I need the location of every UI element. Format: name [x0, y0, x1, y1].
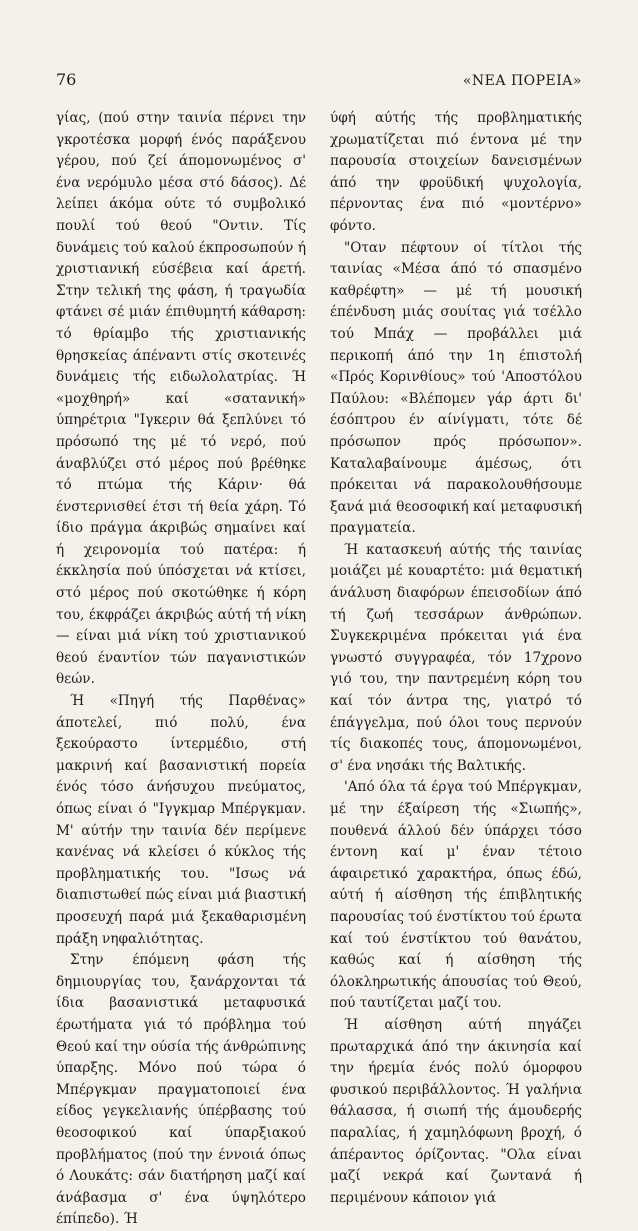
right-column: [330, 108, 582, 1209]
paragraph: 'Από όλα τά έργα τού Μπέργκμαν, μέ την έξαίρεση τής «Σιωπής», πουθενά άλλού δέν ύπάρχει τόσο έντονη καί μ' έναν τέτοιο άφαιρετικό χαρακτήρα, όπως έδώ, αύτή ή αίσθηση τής έπιβλητικής παρουσίας τού ένστίκτου τού έρωτα καί τού ένστίκτου τού θανάτου, καθώς καί ή αίσθηση τής όλοκληρωτικής άπουσίας τού Θεού, πού ταυτίζεται μαζί του.: [330, 779, 582, 1012]
left-column: [56, 108, 306, 1231]
paragraph: γίας, (πού στην ταινία πέρνει την γκροτέσκα μορφή ένός παράξενου γέρου, πού ζεί άπομονωμένος σ' ένα νερόμυλο μέσα στό δάσος). Δέ λείπει άκόμα ούτε τό συμβολικό πουλί τού θεού "Οντιν. Τίς δυνάμεις τού καλού έκπροσωπούν ή χριστιανική εύσέβεια καί άρετή. Στην τελική της φάση, ή τραγωδία φτάνει σέ μιάν έπιθυμητή κάθαρση: τό θρίαμβο τής χριστιανικής θρησκείας άπέναντι στίς σκοτεινές δυνάμεις τής ειδωλολατρίας. Ή «μοχθηρή» καί «σατανική» ύπηρέτρια "Ιγκεριν θά ξεπλύνει τό πρόσωπό της μέ τό νερό, πού άναβλύζει στό μέρος πού βρέθηκε τό πτώμα τής Κάριν· θά ένστερνισθεί έτσι τή θεία χάρη. Τό ίδιο πράγμα άκριβώς σημαίνει καί ή χειρονομία τού πατέρα: ή έκκλησία πού ύπόσχεται νά κτίσει, στό μέρος πού σκοτώθηκε ή κόρη του, έκφράζει άκριβώς αύτή τή νίκη — είναι μιά νίκη τού χριστιανικού θεού έναντίον τών παγανιστικών θεών.: [56, 110, 306, 688]
page-number: 76: [56, 70, 77, 89]
paragraph: Ή «Πηγή τής Παρθένας» άποτελεί, πιό πολύ, ένα ξεκούραστο ίντερμέδιο, στή μακρινή καί βασανιστική πορεία ένός τόσο άνήσυχου πνεύματος, όπως είναι ό "Ιγγκμαρ Μπέργκμαν. Μ' αύτήν την ταινία δέν περίμενε κανένας νά κλείσει ό κύκλος τής προβληματικής του. "Ισως νά διαπιστωθεί πώς είναι μιά βιαστική προσευχή παρά μιά ξεκαθαρισμένη πράξη νηφαλιότητας.: [56, 693, 306, 947]
paragraph: Ή κατασκευή αύτής τής ταινίας μοιάζει μέ κουαρτέτο: μιά θεματική άνάλυση διαφόρων έπεισοδίων άπό τή ζωή τεσσάρων άνθρώπων. Συγκεκριμένα πρόκειται γιά ένα γνωστό συγγραφέα, τόν 17χρονο γιό του, την παντρεμένη κόρη του καί τόν άντρα της, γιατρό τό έπάγγελμα, πού όλοι τους περνούν τίς διακοπές τους, άπομονωμένοι, σ' ένα νησάκι τής Βαλτικής.: [330, 541, 582, 774]
paragraph: Ή αίσθηση αύτή πηγάζει πρωταρχικά άπό την άκινησία καί την ήρεμία ένός πολύ όμορφου φυσικού περιβάλλοντος. Ή γαλήνια θάλασσα, ή σιωπή τής άμουδερής παραλίας, ή χαμηλόφωνη βροχή, ό άπέραντος όρίζοντας. "Ολα είναι μαζί νεκρά καί ζωντανά ή περιμένουν κάποιον γιά: [330, 1016, 582, 1206]
paragraph: Στην έπόμενη φάση τής δημιουργίας του, ξανάρχονται τά ίδια βασανιστικά μεταφυσικά έρωτήματα γιά τό πρόβλημα τού Θεού καί την ούσία τής άνθρώπινης ύπαρξης. Μόνο πού τώρα ό Μπέργκμαν πραγματοποιεί ένα είδος γεγκελιανής ύπέρβασης τού θεοσοφικού καί ύπαρξιακού προβλήματος (πού την έννοιά όπως ό Λουκάτς: σάν διατήρηση μαζί καί άνάβασμα σ' ένα ύψηλότερο έπίπεδο). Ή: [56, 952, 306, 1228]
page-header: [56, 70, 582, 94]
paragraph: ύφή αύτής τής προβληματικής χρωματίζεται πιό έντονα μέ την παρουσία στοιχείων δανεισμένων άπό την φροϋδική ψυχολογία, πέρνοντας ένα πιό «μοντέρνο» φόντο.: [330, 110, 582, 234]
journal-title: «ΝΕΑ ΠΟΡΕΙΑ»: [462, 73, 582, 89]
paragraph: "Οταν πέφτουν οί τίτλοι τής ταινίας «Μέσα άπό τό σπασμένο καθρέφτη» — μέ τή μουσική έπένδυση μιάς σουίτας γιά τσέλλο τού Μπάχ — προβάλλει μιά περικοπή άπό την 1η έπιστολή «Πρός Κορινθίους» τού 'Αποστόλου Παύλου: «Βλέπομεν γάρ άρτι δι' έσόπτρου έν αίνίγματι, τότε δέ πρόσωπον πρός πρόσωπον». Καταλαβαίνουμε άμέσως, ότι πρόκειται νά παρακολουθήσουμε ξανά μιά θεοσοφική καί μεταφυσική πραγματεία.: [330, 239, 582, 537]
